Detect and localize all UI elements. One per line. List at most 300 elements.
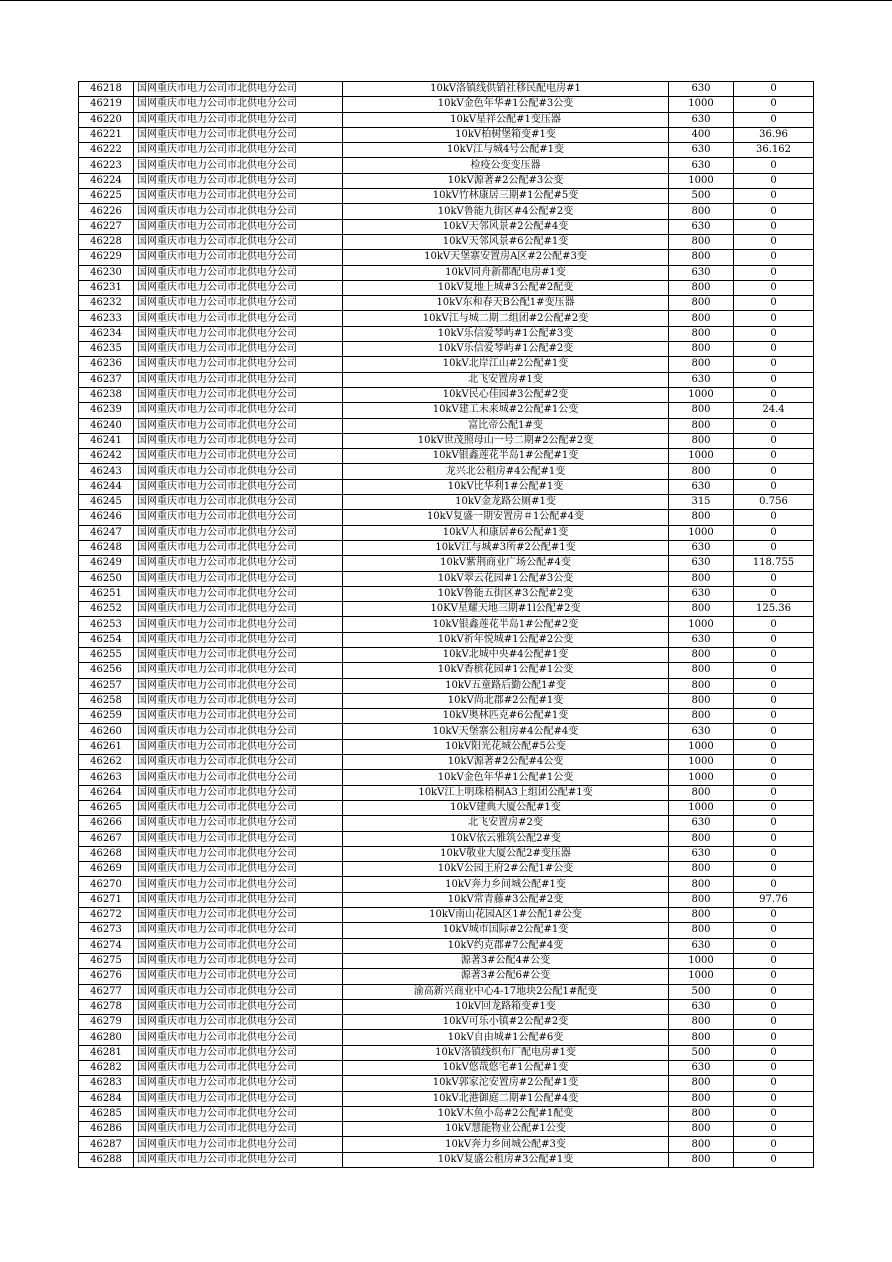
company-cell: 国网重庆市电力公司市北供电分公司 — [134, 862, 343, 877]
row-id-cell: 46229 — [79, 250, 134, 265]
capacity-cell: 800 — [669, 862, 734, 877]
company-cell: 国网重庆市电力公司市北供电分公司 — [134, 127, 343, 142]
table-row — [79, 525, 814, 540]
table-row — [79, 984, 814, 999]
capacity-cell: 800 — [669, 693, 734, 708]
table-row — [79, 510, 814, 525]
capacity-cell: 1000 — [669, 969, 734, 984]
capacity-cell: 800 — [669, 647, 734, 662]
company-cell: 国网重庆市电力公司市北供电分公司 — [134, 770, 343, 785]
value-cell: 0 — [734, 449, 814, 464]
row-id-cell: 46288 — [79, 1152, 134, 1167]
table-row — [79, 112, 814, 127]
capacity-cell: 800 — [669, 418, 734, 433]
transformer-name-cell: 10kV金色年华#1公配#1公变 — [343, 770, 669, 785]
value-cell: 0 — [734, 739, 814, 754]
company-cell: 国网重庆市电力公司市北供电分公司 — [134, 296, 343, 311]
table-row — [79, 1045, 814, 1060]
row-id-cell: 46274 — [79, 938, 134, 953]
table-row — [79, 617, 814, 632]
table-row — [79, 387, 814, 402]
capacity-cell: 800 — [669, 1076, 734, 1091]
value-cell: 0 — [734, 219, 814, 234]
table-row — [79, 342, 814, 357]
capacity-cell: 800 — [669, 1091, 734, 1106]
transformer-name-cell: 10kV柏树堡箱变#1变 — [343, 127, 669, 142]
table-row — [79, 296, 814, 311]
value-cell: 0 — [734, 953, 814, 968]
table-body — [79, 82, 814, 1168]
row-id-cell: 46262 — [79, 755, 134, 770]
table-row — [79, 556, 814, 571]
transformer-name-cell: 富比帝公配1#变 — [343, 418, 669, 433]
capacity-cell: 1000 — [669, 953, 734, 968]
row-id-cell: 46277 — [79, 984, 134, 999]
company-cell: 国网重庆市电力公司市北供电分公司 — [134, 510, 343, 525]
table-row — [79, 403, 814, 418]
row-id-cell: 46258 — [79, 693, 134, 708]
table-row — [79, 464, 814, 479]
transformer-name-cell: 10kV五童路后勤公配1#变 — [343, 678, 669, 693]
capacity-cell: 800 — [669, 1137, 734, 1152]
capacity-cell: 1000 — [669, 97, 734, 112]
transformer-name-cell: 10kV可乐小镇#2公配#2变 — [343, 1015, 669, 1030]
capacity-cell: 800 — [669, 311, 734, 326]
capacity-cell: 630 — [669, 938, 734, 953]
capacity-cell: 800 — [669, 326, 734, 341]
transformer-name-cell: 10kV比华利1#公配#1变 — [343, 479, 669, 494]
value-cell: 0 — [734, 265, 814, 280]
transformer-name-cell: 10kV奔力乡间城公配#1变 — [343, 877, 669, 892]
value-cell: 0 — [734, 800, 814, 815]
company-cell: 国网重庆市电力公司市北供电分公司 — [134, 877, 343, 892]
transformer-name-cell: 10KV星耀天地三期#1l公配#2变 — [343, 602, 669, 617]
company-cell: 国网重庆市电力公司市北供电分公司 — [134, 1045, 343, 1060]
capacity-cell: 500 — [669, 189, 734, 204]
table-row — [79, 97, 814, 112]
capacity-cell: 1000 — [669, 449, 734, 464]
row-id-cell: 46225 — [79, 189, 134, 204]
company-cell: 国网重庆市电力公司市北供电分公司 — [134, 250, 343, 265]
row-id-cell: 46263 — [79, 770, 134, 785]
table-row — [79, 785, 814, 800]
table-row — [79, 250, 814, 265]
company-cell: 国网重庆市电力公司市北供电分公司 — [134, 234, 343, 249]
capacity-cell: 800 — [669, 571, 734, 586]
value-cell: 0 — [734, 326, 814, 341]
value-cell: 0 — [734, 1015, 814, 1030]
company-cell: 国网重庆市电力公司市北供电分公司 — [134, 1137, 343, 1152]
table-row — [79, 1076, 814, 1091]
company-cell: 国网重庆市电力公司市北供电分公司 — [134, 739, 343, 754]
transformer-name-cell: 10kV源著#2公配#4公变 — [343, 755, 669, 770]
transformer-name-cell: 10kV竹林康居三期#1公配#5变 — [343, 189, 669, 204]
value-cell: 0 — [734, 1091, 814, 1106]
company-cell: 国网重庆市电力公司市北供电分公司 — [134, 969, 343, 984]
capacity-cell: 400 — [669, 127, 734, 142]
company-cell: 国网重庆市电力公司市北供电分公司 — [134, 724, 343, 739]
capacity-cell: 800 — [669, 204, 734, 219]
row-id-cell: 46220 — [79, 112, 134, 127]
company-cell: 国网重庆市电力公司市北供电分公司 — [134, 999, 343, 1014]
row-id-cell: 46244 — [79, 479, 134, 494]
table-row — [79, 326, 814, 341]
table-row — [79, 311, 814, 326]
company-cell: 国网重庆市电力公司市北供电分公司 — [134, 663, 343, 678]
company-cell: 国网重庆市电力公司市北供电分公司 — [134, 755, 343, 770]
value-cell: 0 — [734, 1045, 814, 1060]
transformer-name-cell: 10kV尚北郡#2公配#1变 — [343, 693, 669, 708]
row-id-cell: 46269 — [79, 862, 134, 877]
table-row — [79, 1122, 814, 1137]
value-cell: 0 — [734, 158, 814, 173]
value-cell: 0 — [734, 189, 814, 204]
capacity-cell: 630 — [669, 82, 734, 97]
capacity-cell: 800 — [669, 357, 734, 372]
value-cell: 0 — [734, 816, 814, 831]
transformer-name-cell: 10kV南山花园A区1#公配1#公变 — [343, 908, 669, 923]
company-cell: 国网重庆市电力公司市北供电分公司 — [134, 800, 343, 815]
row-id-cell: 46251 — [79, 586, 134, 601]
transformer-name-cell: 10kV东和春天B公配1#变压器 — [343, 296, 669, 311]
table-row — [79, 449, 814, 464]
value-cell: 0 — [734, 1152, 814, 1167]
value-cell: 0 — [734, 586, 814, 601]
company-cell: 国网重庆市电力公司市北供电分公司 — [134, 602, 343, 617]
row-id-cell: 46242 — [79, 449, 134, 464]
transformer-name-cell: 10kV紫荆商业广场公配#4变 — [343, 556, 669, 571]
row-id-cell: 46238 — [79, 387, 134, 402]
table-row — [79, 602, 814, 617]
row-id-cell: 46240 — [79, 418, 134, 433]
value-cell: 0 — [734, 112, 814, 127]
company-cell: 国网重庆市电力公司市北供电分公司 — [134, 449, 343, 464]
company-cell: 国网重庆市电力公司市北供电分公司 — [134, 678, 343, 693]
value-cell: 0 — [734, 418, 814, 433]
row-id-cell: 46280 — [79, 1030, 134, 1045]
company-cell: 国网重庆市电力公司市北供电分公司 — [134, 831, 343, 846]
capacity-cell: 800 — [669, 342, 734, 357]
value-cell: 0 — [734, 525, 814, 540]
transformer-name-cell: 10kV鲁能九街区#4公配#2变 — [343, 204, 669, 219]
table-row — [79, 877, 814, 892]
row-id-cell: 46233 — [79, 311, 134, 326]
value-cell: 0 — [734, 1106, 814, 1121]
row-id-cell: 46287 — [79, 1137, 134, 1152]
value-cell: 0 — [734, 280, 814, 295]
company-cell: 国网重庆市电力公司市北供电分公司 — [134, 280, 343, 295]
row-id-cell: 46279 — [79, 1015, 134, 1030]
table-row — [79, 82, 814, 97]
table-row — [79, 678, 814, 693]
transformer-name-cell: 10kV鲁能五街区#3公配#2变 — [343, 586, 669, 601]
transformer-name-cell: 10kV洛镇线供销社移民配电房#1 — [343, 82, 669, 97]
company-cell: 国网重庆市电力公司市北供电分公司 — [134, 525, 343, 540]
company-cell: 国网重庆市电力公司市北供电分公司 — [134, 82, 343, 97]
row-id-cell: 46252 — [79, 602, 134, 617]
transformer-name-cell: 10kV悠哉悠宅#1公配#1变 — [343, 1061, 669, 1076]
value-cell: 0 — [734, 846, 814, 861]
value-cell: 0 — [734, 433, 814, 448]
table-row — [79, 724, 814, 739]
row-id-cell: 46272 — [79, 908, 134, 923]
value-cell: 24.4 — [734, 403, 814, 418]
transformer-name-cell: 10kV复盛一期安置房＃1公配#4变 — [343, 510, 669, 525]
top-rule — [0, 0, 892, 1]
capacity-cell: 1000 — [669, 800, 734, 815]
value-cell: 0 — [734, 678, 814, 693]
company-cell: 国网重庆市电力公司市北供电分公司 — [134, 617, 343, 632]
transformer-name-cell: 龙兴北公租房#4公配#1变 — [343, 464, 669, 479]
capacity-cell: 630 — [669, 556, 734, 571]
value-cell: 0 — [734, 938, 814, 953]
table-row — [79, 1091, 814, 1106]
transformer-name-cell: 源著3#公配4#公变 — [343, 953, 669, 968]
company-cell: 国网重庆市电力公司市北供电分公司 — [134, 647, 343, 662]
row-id-cell: 46224 — [79, 173, 134, 188]
capacity-cell: 630 — [669, 219, 734, 234]
value-cell: 0 — [734, 1061, 814, 1076]
company-cell: 国网重庆市电力公司市北供电分公司 — [134, 372, 343, 387]
capacity-cell: 800 — [669, 464, 734, 479]
table-row — [79, 1061, 814, 1076]
table-row — [79, 862, 814, 877]
table-row — [79, 908, 814, 923]
capacity-cell: 1000 — [669, 617, 734, 632]
company-cell: 国网重庆市电力公司市北供电分公司 — [134, 1030, 343, 1045]
capacity-cell: 315 — [669, 495, 734, 510]
table-row — [79, 357, 814, 372]
table-row — [79, 571, 814, 586]
capacity-cell: 800 — [669, 250, 734, 265]
value-cell: 0 — [734, 173, 814, 188]
table-row — [79, 586, 814, 601]
transformer-name-cell: 10kV慧能物业公配#1公变 — [343, 1122, 669, 1137]
value-cell: 0 — [734, 296, 814, 311]
transformer-name-cell: 10kV北港御庭二期#1公配#4变 — [343, 1091, 669, 1106]
company-cell: 国网重庆市电力公司市北供电分公司 — [134, 1152, 343, 1167]
table-row — [79, 204, 814, 219]
capacity-cell: 800 — [669, 663, 734, 678]
company-cell: 国网重庆市电力公司市北供电分公司 — [134, 892, 343, 907]
company-cell: 国网重庆市电力公司市北供电分公司 — [134, 357, 343, 372]
table-row — [79, 265, 814, 280]
capacity-cell: 630 — [669, 265, 734, 280]
capacity-cell: 800 — [669, 923, 734, 938]
transformer-name-cell: 10kV复地上城#3公配#2配变 — [343, 280, 669, 295]
capacity-cell: 800 — [669, 709, 734, 724]
company-cell: 国网重庆市电力公司市北供电分公司 — [134, 311, 343, 326]
capacity-cell: 630 — [669, 540, 734, 555]
capacity-cell: 630 — [669, 112, 734, 127]
table-row — [79, 800, 814, 815]
transformer-name-cell: 10kV回龙路箱变#1变 — [343, 999, 669, 1014]
company-cell: 国网重庆市电力公司市北供电分公司 — [134, 97, 343, 112]
table-row — [79, 1015, 814, 1030]
company-cell: 国网重庆市电力公司市北供电分公司 — [134, 495, 343, 510]
capacity-cell: 1000 — [669, 755, 734, 770]
capacity-cell: 800 — [669, 234, 734, 249]
capacity-cell: 800 — [669, 403, 734, 418]
transformer-name-cell: 10kV天邻风景#2公配#4变 — [343, 219, 669, 234]
capacity-cell: 800 — [669, 678, 734, 693]
transformer-name-cell: 10kV木鱼小岛#2公配#1配变 — [343, 1106, 669, 1121]
row-id-cell: 46283 — [79, 1076, 134, 1091]
transformer-name-cell: 10kV城市国际#2公配#1变 — [343, 923, 669, 938]
value-cell: 0 — [734, 617, 814, 632]
capacity-cell: 800 — [669, 1152, 734, 1167]
row-id-cell: 46256 — [79, 663, 134, 678]
table-row — [79, 770, 814, 785]
table-row — [79, 755, 814, 770]
value-cell: 97.76 — [734, 892, 814, 907]
transformer-name-cell: 10kV天邻风景#6公配#1变 — [343, 234, 669, 249]
company-cell: 国网重庆市电力公司市北供电分公司 — [134, 953, 343, 968]
value-cell: 0 — [734, 999, 814, 1014]
table-row — [79, 1137, 814, 1152]
company-cell: 国网重庆市电力公司市北供电分公司 — [134, 1076, 343, 1091]
table-row — [79, 280, 814, 295]
value-cell: 118.755 — [734, 556, 814, 571]
capacity-cell: 800 — [669, 1030, 734, 1045]
transformer-name-cell: 北飞安置房#2变 — [343, 816, 669, 831]
row-id-cell: 46226 — [79, 204, 134, 219]
capacity-cell: 630 — [669, 816, 734, 831]
company-cell: 国网重庆市电力公司市北供电分公司 — [134, 464, 343, 479]
value-cell: 0 — [734, 831, 814, 846]
company-cell: 国网重庆市电力公司市北供电分公司 — [134, 816, 343, 831]
capacity-cell: 630 — [669, 479, 734, 494]
table-row — [79, 433, 814, 448]
row-id-cell: 46260 — [79, 724, 134, 739]
company-cell: 国网重庆市电力公司市北供电分公司 — [134, 189, 343, 204]
company-cell: 国网重庆市电力公司市北供电分公司 — [134, 571, 343, 586]
value-cell: 0 — [734, 785, 814, 800]
row-id-cell: 46241 — [79, 433, 134, 448]
table-row — [79, 127, 814, 142]
transformer-name-cell: 10kV银鑫莲花半岛1#公配#1变 — [343, 449, 669, 464]
value-cell: 0 — [734, 372, 814, 387]
table-row — [79, 709, 814, 724]
transformer-name-cell: 10kV阳光花城公配#5公变 — [343, 739, 669, 754]
company-cell: 国网重庆市电力公司市北供电分公司 — [134, 632, 343, 647]
transformer-name-cell: 10kV郭家沱安置房#2公配#1变 — [343, 1076, 669, 1091]
capacity-cell: 630 — [669, 846, 734, 861]
row-id-cell: 46268 — [79, 846, 134, 861]
row-id-cell: 46235 — [79, 342, 134, 357]
row-id-cell: 46265 — [79, 800, 134, 815]
capacity-cell: 800 — [669, 433, 734, 448]
table-row — [79, 479, 814, 494]
capacity-cell: 500 — [669, 984, 734, 999]
company-cell: 国网重庆市电力公司市北供电分公司 — [134, 173, 343, 188]
capacity-cell: 800 — [669, 877, 734, 892]
company-cell: 国网重庆市电力公司市北供电分公司 — [134, 586, 343, 601]
table-row — [79, 999, 814, 1014]
row-id-cell: 46245 — [79, 495, 134, 510]
transformer-name-cell: 10kV敬业大厦公配2#变压器 — [343, 846, 669, 861]
table-row — [79, 739, 814, 754]
value-cell: 0 — [734, 357, 814, 372]
table-row — [79, 663, 814, 678]
value-cell: 0 — [734, 632, 814, 647]
transformer-name-cell: 源著3#公配6#公变 — [343, 969, 669, 984]
transformer-table — [78, 81, 814, 1168]
table-row — [79, 418, 814, 433]
row-id-cell: 46286 — [79, 1122, 134, 1137]
transformer-name-cell: 10kV金色年华#1公配#3公变 — [343, 97, 669, 112]
value-cell: 0 — [734, 877, 814, 892]
table-row — [79, 189, 814, 204]
row-id-cell: 46232 — [79, 296, 134, 311]
company-cell: 国网重庆市电力公司市北供电分公司 — [134, 556, 343, 571]
company-cell: 国网重庆市电力公司市北供电分公司 — [134, 984, 343, 999]
value-cell: 0 — [734, 250, 814, 265]
capacity-cell: 800 — [669, 831, 734, 846]
transformer-name-cell: 10kV自由城#1公配#6变 — [343, 1030, 669, 1045]
company-cell: 国网重庆市电力公司市北供电分公司 — [134, 433, 343, 448]
row-id-cell: 46228 — [79, 234, 134, 249]
transformer-name-cell: 10kV北城中央#4公配#1变 — [343, 647, 669, 662]
value-cell: 0 — [734, 923, 814, 938]
value-cell: 0.756 — [734, 495, 814, 510]
value-cell: 0 — [734, 540, 814, 555]
capacity-cell: 800 — [669, 602, 734, 617]
capacity-cell: 800 — [669, 1015, 734, 1030]
capacity-cell: 800 — [669, 1106, 734, 1121]
row-id-cell: 46249 — [79, 556, 134, 571]
transformer-name-cell: 10kV人和康居#6公配#1变 — [343, 525, 669, 540]
table-row — [79, 816, 814, 831]
row-id-cell: 46264 — [79, 785, 134, 800]
row-id-cell: 46266 — [79, 816, 134, 831]
value-cell: 0 — [734, 1076, 814, 1091]
value-cell: 0 — [734, 908, 814, 923]
row-id-cell: 46247 — [79, 525, 134, 540]
capacity-cell: 630 — [669, 158, 734, 173]
row-id-cell: 46223 — [79, 158, 134, 173]
row-id-cell: 46218 — [79, 82, 134, 97]
row-id-cell: 46250 — [79, 571, 134, 586]
company-cell: 国网重庆市电力公司市北供电分公司 — [134, 112, 343, 127]
value-cell: 36.162 — [734, 143, 814, 158]
transformer-name-cell: 10kV天堡寨公租房#4公配#4变 — [343, 724, 669, 739]
table-row — [79, 846, 814, 861]
company-cell: 国网重庆市电力公司市北供电分公司 — [134, 265, 343, 280]
transformer-name-cell: 10kV建典大厦公配#1变 — [343, 800, 669, 815]
company-cell: 国网重庆市电力公司市北供电分公司 — [134, 693, 343, 708]
transformer-name-cell: 10kV江与城4号公配#1变 — [343, 143, 669, 158]
row-id-cell: 46237 — [79, 372, 134, 387]
row-id-cell: 46259 — [79, 709, 134, 724]
transformer-name-cell: 10kV复盛公租房#3公配#1变 — [343, 1152, 669, 1167]
value-cell: 0 — [734, 479, 814, 494]
transformer-name-cell: 10kV江与城二期二组团#2公配#2变 — [343, 311, 669, 326]
company-cell: 国网重庆市电力公司市北供电分公司 — [134, 418, 343, 433]
company-cell: 国网重庆市电力公司市北供电分公司 — [134, 342, 343, 357]
company-cell: 国网重庆市电力公司市北供电分公司 — [134, 219, 343, 234]
value-cell: 0 — [734, 571, 814, 586]
transformer-name-cell: 10kV建工未来城#2公配#1公变 — [343, 403, 669, 418]
row-id-cell: 46234 — [79, 326, 134, 341]
row-id-cell: 46275 — [79, 953, 134, 968]
value-cell: 0 — [734, 464, 814, 479]
row-id-cell: 46255 — [79, 647, 134, 662]
table-row — [79, 1106, 814, 1121]
transformer-name-cell: 10kV翠云花园#1公配#3公变 — [343, 571, 669, 586]
value-cell: 0 — [734, 862, 814, 877]
transformer-name-cell: 10kV民心佳园#3公配#2变 — [343, 387, 669, 402]
